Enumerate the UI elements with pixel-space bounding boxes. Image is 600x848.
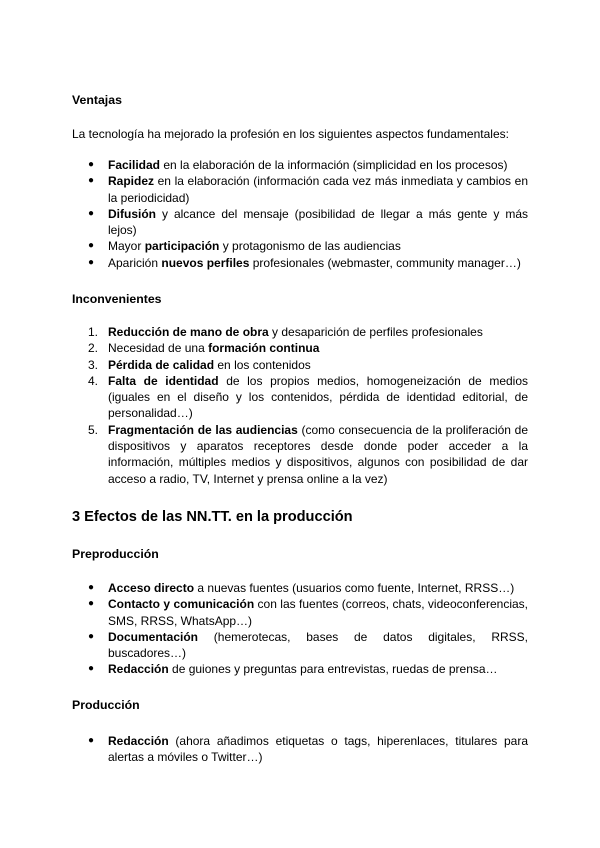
item-text: de guiones y preguntas para entrevistas, ruedas de prensa… bbox=[168, 662, 498, 677]
item-prefix: Necesidad de una bbox=[108, 341, 209, 356]
item-text: en los contenidos bbox=[214, 357, 311, 372]
bullet-icon: ● bbox=[88, 735, 95, 746]
item-number: 2. bbox=[88, 341, 99, 356]
item-bold: Pérdida de calidad bbox=[108, 357, 215, 372]
list-item bbox=[0, 580, 600, 596]
list-item bbox=[0, 238, 600, 254]
list-item bbox=[0, 340, 600, 356]
list-item bbox=[0, 255, 600, 271]
item-bold: Documentación bbox=[108, 629, 199, 644]
item-bold: Falta de identidad bbox=[108, 373, 219, 388]
list-item bbox=[0, 373, 600, 422]
inconvenientes-list bbox=[0, 324, 600, 487]
bullet-icon: ● bbox=[88, 175, 95, 187]
item-bold: Rapidez bbox=[108, 174, 155, 189]
item-text: en la elaboración (información cada vez más inmediata y cambios en la periodicidad) bbox=[108, 174, 528, 205]
item-text: con las fuentes (correos, chats, videoconferencias, SMS, RRSS, WhatsApp…) bbox=[108, 597, 528, 628]
bullet-icon: ● bbox=[88, 159, 95, 170]
bullet-icon: ● bbox=[88, 207, 95, 219]
item-bold: participación bbox=[144, 239, 220, 254]
item-bold: Facilidad bbox=[108, 158, 161, 172]
section-title: 3 Efectos de las NN.TT. en la producción bbox=[72, 509, 353, 525]
ventajas-list bbox=[0, 157, 600, 271]
item-text: en la elaboración de la información (simplicidad en los procesos) bbox=[160, 158, 508, 172]
item-text: profesionales (webmaster, community manager…) bbox=[249, 255, 521, 270]
item-number: 4. bbox=[88, 373, 99, 388]
item-prefix: Mayor bbox=[108, 239, 145, 254]
item-text: y alcance del mensaje (posibilidad de llegar a más gente y más lejos) bbox=[108, 206, 528, 238]
item-text: a nuevas fuentes (usuarios como fuente, Internet, RRSS…) bbox=[194, 581, 515, 595]
bullet-icon: ● bbox=[88, 598, 95, 610]
item-bold: nuevos perfiles bbox=[161, 255, 250, 270]
item-bold: Redacción bbox=[108, 734, 169, 748]
item-bold: Redacción bbox=[108, 662, 169, 677]
list-item bbox=[0, 596, 600, 629]
list-item bbox=[0, 157, 600, 173]
item-bold: formación continua bbox=[208, 341, 320, 356]
produccion-list bbox=[0, 733, 600, 766]
item-bold: Acceso directo bbox=[108, 581, 195, 595]
item-bold: Difusión bbox=[108, 206, 156, 221]
bullet-icon: ● bbox=[88, 582, 95, 593]
item-prefix: Aparición bbox=[108, 255, 162, 270]
preproduccion-list bbox=[0, 580, 600, 678]
item-bold: Reducción de mano de obra bbox=[108, 325, 269, 339]
item-text: de los propios medios, homogeneización de medios (iguales en el diseño y los contenidos, pérdida de identidad editorial, de personalidad…) bbox=[108, 373, 529, 421]
item-text: (ahora añadimos etiquetas o tags, hiperenlaces, titulares para alertas a móviles o Twitter…) bbox=[108, 734, 528, 765]
bullet-icon: ● bbox=[88, 240, 95, 252]
list-item bbox=[0, 173, 600, 206]
list-item bbox=[0, 733, 600, 766]
item-bold: Fragmentación de las audiencias bbox=[108, 422, 298, 437]
produccion-heading: Producción bbox=[72, 698, 140, 712]
list-item bbox=[0, 206, 600, 239]
list-item bbox=[0, 324, 600, 340]
bullet-icon: ● bbox=[88, 663, 95, 675]
inconvenientes-heading: Inconvenientes bbox=[72, 292, 162, 306]
item-text: (hemerotecas, bases de datos digitales, RRSS, buscadores…) bbox=[108, 629, 528, 661]
item-number: 3. bbox=[88, 357, 99, 372]
item-bold: Contacto y comunicación bbox=[108, 597, 255, 612]
preproduccion-heading: Preproducción bbox=[72, 547, 159, 561]
list-item bbox=[0, 422, 600, 487]
bullet-icon: ● bbox=[88, 256, 95, 268]
item-text: y protagonismo de las audiencias bbox=[219, 239, 401, 254]
list-item bbox=[0, 357, 600, 373]
ventajas-heading: Ventajas bbox=[72, 93, 122, 107]
item-number: 5. bbox=[88, 422, 99, 437]
list-item bbox=[0, 629, 600, 662]
item-text: (como consecuencia de la proliferación de dispositivos y aparatos receptores desde donde poder acceder a la información, múltiples medios y dispositivos, algunos con posibilidad de dar acceso a radio, TV, Internet y prensa online a la vez) bbox=[108, 422, 528, 486]
item-number: 1. bbox=[88, 325, 99, 339]
bullet-icon: ● bbox=[88, 630, 95, 642]
item-text: y desaparición de perfiles profesionales bbox=[268, 325, 483, 339]
ventajas-intro: La tecnología ha mejorado la profesión en los siguientes aspectos fundamentales: bbox=[72, 127, 509, 141]
list-item bbox=[0, 661, 600, 677]
